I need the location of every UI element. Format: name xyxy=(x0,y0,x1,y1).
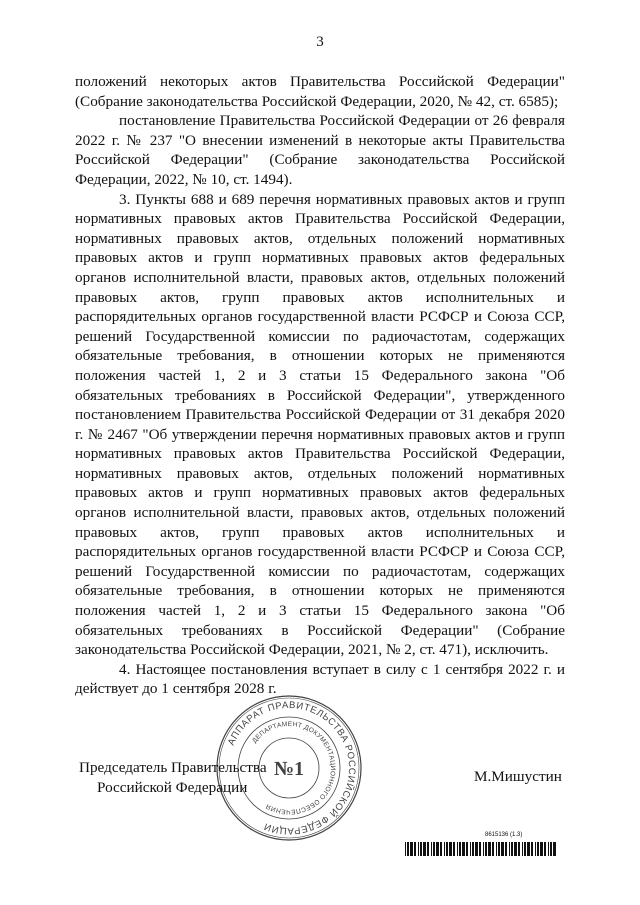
page-number: 3 xyxy=(316,34,324,50)
signatory-name: М.Мишустин xyxy=(474,768,562,785)
paragraph-2: постановление Правительства Российской Федерации от 26 февраля 2022 г. № 237 "О внесении изменений в некоторые акты Правительства Российской Федерации" (Собрание законодательства Российской Федерации, 2022, № 10, ст. 1494). xyxy=(75,112,565,188)
seal-inner-text: ДЕПАРТАМЕНТ ДОКУМЕНТАЦИОННОГО ОБЕСПЕЧЕНИЯ xyxy=(251,720,337,816)
paragraph-4: 4. Настоящее постановления вступает в силу с 1 сентября 2022 г. и действует до 1 сентября 2028 г. xyxy=(75,660,565,698)
signatory-title-line-2: Российской Федерации xyxy=(97,778,248,796)
paragraph-3: 3. Пункты 688 и 689 перечня нормативных правовых актов и групп нормативных правовых актов Правительства Российской Федерации, нормативных правовых актов, отдельных положений нормативных правовых актов и групп нормативных правовых актов федеральных органов исполнительной власти, правовых актов, отдельных положений правовых актов, групп правовых актов исполнительных и распорядительных органов государственной власти РСФСР и Союза ССР, решений Государственной комиссии по радиочастотам, содержащих обязательные требования, в отношении которых не применяются положения частей 1, 2 и 3 статьи 15 Федерального закона "Об обязательных требованиях в Российской Федерации", утвержденного постановлением Правительства Российской Федерации от 31 декабря 2020 г. № 2467 "Об утверждении перечня нормативных правовых актов и групп нормативных правовых актов Правительства Российской Федерации, нормативных правовых актов, отдельных положений нормативных правовых актов и групп нормативных правовых актов федеральных органов исполнительной власти, правовых актов, отдельных положений правовых актов, групп правовых актов исполнительных и распорядительных органов государственной власти РСФСР и Союза ССР, решений Государственной комиссии по радиочастотам, содержащих обязательные требования, в отношении которых не применяются положения частей 1, 2 и 3 статьи 15 Федерального закона "Об обязательных требованиях в Российской Федерации" (Собрание законодательства Российской Федерации, 2021, № 2, ст. 471), исключить. xyxy=(75,190,565,659)
paragraph-1: положений некоторых актов Правительства Российской Федерации" (Собрание законодательства Российской Федерации, 2020, № 42, ст. 6585); xyxy=(75,73,565,110)
seal-outer-text: АППАРАТ ПРАВИТЕЛЬСТВА РОССИЙСКОЙ ФЕДЕРАЦИИ xyxy=(225,699,358,837)
official-seal-icon xyxy=(214,693,364,843)
seal-number: №1 xyxy=(273,758,305,780)
document-code: 8615136 (1.3) xyxy=(485,832,523,838)
document-body xyxy=(75,72,565,699)
barcode-icon xyxy=(405,842,558,856)
signatory-title-line-1: Председатель Правительства xyxy=(79,759,267,776)
